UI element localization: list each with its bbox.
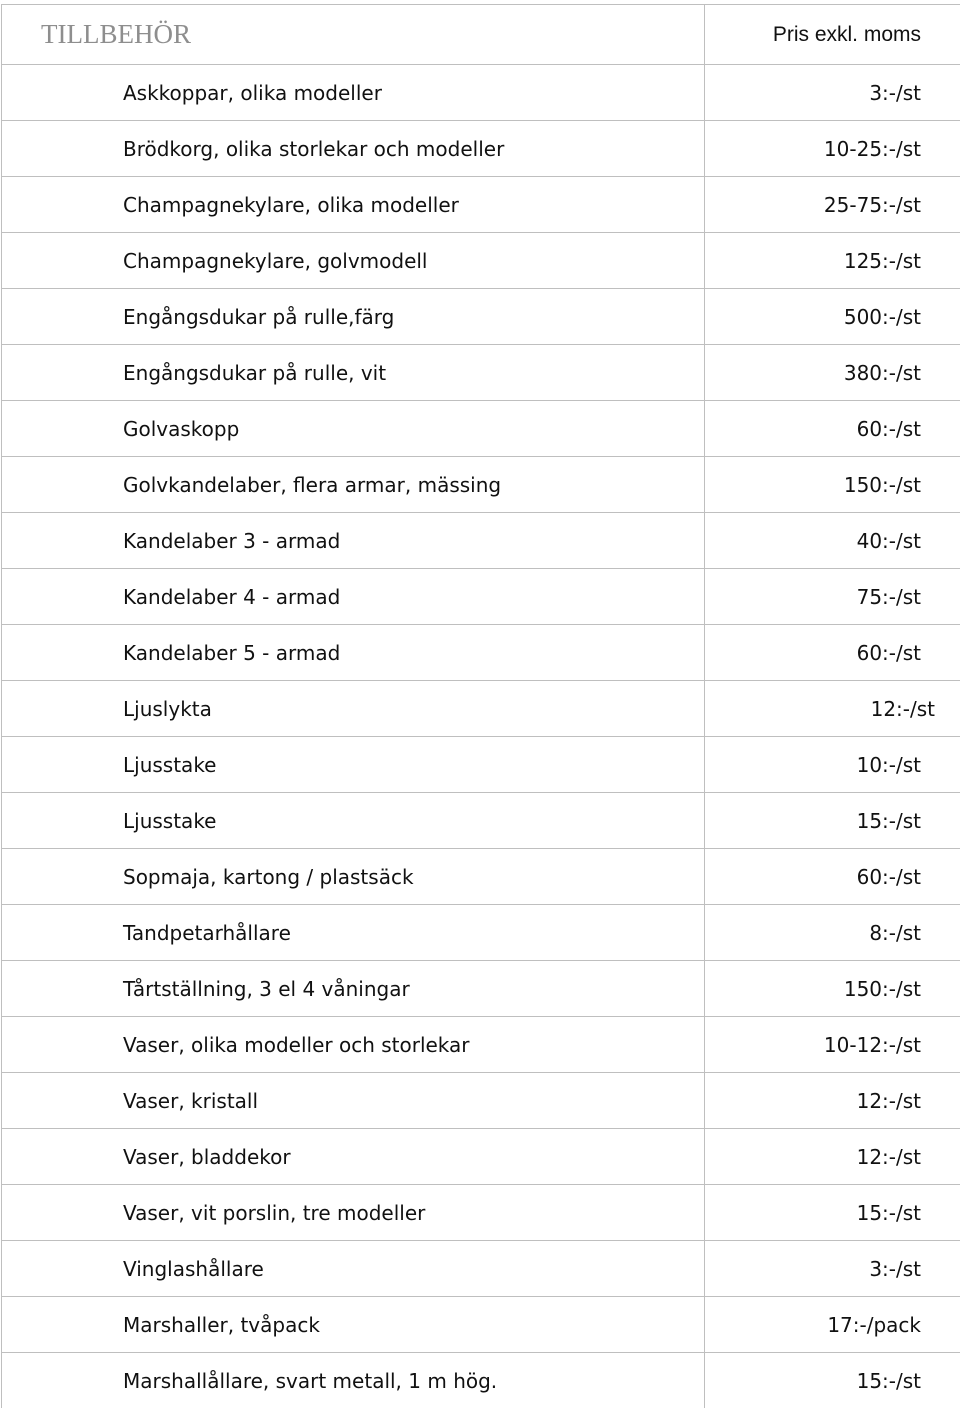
item-name: Champagnekylare, olika modeller (2, 177, 705, 232)
table-row (2, 1017, 960, 1073)
item-name: Golvkandelaber, flera armar, mässing (2, 457, 705, 512)
item-price: 25-75:-/st (823, 192, 921, 217)
table-row (2, 793, 960, 849)
table-row (2, 401, 960, 457)
item-name: Vinglashållare (2, 1241, 705, 1296)
item-price: 500:-/st (843, 304, 921, 329)
item-name: Askkoppar, olika modeller (2, 65, 705, 120)
table-row (2, 1185, 960, 1241)
item-name: Kandelaber 4 - armad (2, 569, 705, 624)
item-name: Kandelaber 5 - armad (2, 625, 705, 680)
item-name: Vaser, kristall (2, 1073, 705, 1128)
table-row (2, 905, 960, 961)
item-price: 150:-/st (843, 472, 921, 497)
item-name: Ljusstake (2, 737, 705, 792)
item-price: 12:-/st (856, 1144, 921, 1169)
item-name: Engångsdukar på rulle, vit (2, 345, 705, 400)
item-price: 8:-/st (869, 920, 921, 945)
item-price: 10-12:-/st (823, 1032, 921, 1057)
item-price: 10:-/st (856, 752, 921, 777)
table-row (2, 65, 960, 121)
item-name: Tandpetarhållare (2, 905, 705, 960)
item-price: 40:-/st (856, 528, 921, 553)
item-price: 75:-/st (856, 584, 921, 609)
price-table (1, 4, 960, 1408)
table-header (2, 4, 960, 65)
item-price: 15:-/st (856, 808, 921, 833)
section-title: TILLBEHÖR (2, 5, 705, 64)
table-row (2, 177, 960, 233)
item-name: Ljuslykta (2, 681, 705, 736)
item-price: 17:-/pack (827, 1312, 921, 1337)
item-price: 12:-/st (856, 1088, 921, 1113)
table-row (2, 1297, 960, 1353)
item-name: Marshallållare, svart metall, 1 m hög. (2, 1353, 705, 1408)
table-row (2, 1241, 960, 1297)
table-row (2, 569, 960, 625)
table-row (2, 625, 960, 681)
table-row (2, 737, 960, 793)
item-price: 15:-/st (856, 1200, 921, 1225)
item-name: Golvaskopp (2, 401, 705, 456)
table-row (2, 1073, 960, 1129)
item-name: Marshaller, tvåpack (2, 1297, 705, 1352)
price-column-header: Pris exkl. moms (772, 22, 921, 46)
item-name: Engångsdukar på rulle,färg (2, 289, 705, 344)
item-price: 60:-/st (856, 416, 921, 441)
table-row (2, 1353, 960, 1408)
item-name: Ljusstake (2, 793, 705, 848)
item-name: Champagnekylare, golvmodell (2, 233, 705, 288)
item-name: Vaser, olika modeller och storlekar (2, 1017, 705, 1072)
item-price: 150:-/st (843, 976, 921, 1001)
item-price: 3:-/st (869, 80, 921, 105)
item-name: Vaser, bladdekor (2, 1129, 705, 1184)
item-name: Sopmaja, kartong / plastsäck (2, 849, 705, 904)
table-row (2, 121, 960, 177)
table-row (2, 1129, 960, 1185)
item-name: Tårtställning, 3 el 4 våningar (2, 961, 705, 1016)
item-price: 15:-/st (856, 1368, 921, 1393)
item-price: 60:-/st (856, 640, 921, 665)
item-price: 380:-/st (843, 360, 921, 385)
item-price: 3:-/st (869, 1256, 921, 1281)
item-name: Vaser, vit porslin, tre modeller (2, 1185, 705, 1240)
table-row (2, 289, 960, 345)
item-price: 12:-/st (870, 696, 935, 721)
item-price: 60:-/st (856, 864, 921, 889)
table-row (2, 345, 960, 401)
table-row (2, 457, 960, 513)
item-price: 125:-/st (843, 248, 921, 273)
table-row (2, 233, 960, 289)
table-row (2, 681, 960, 737)
table-row (2, 849, 960, 905)
table-row (2, 513, 960, 569)
item-name: Brödkorg, olika storlekar och modeller (2, 121, 705, 176)
item-name: Kandelaber 3 - armad (2, 513, 705, 568)
item-price: 10-25:-/st (823, 136, 921, 161)
table-row (2, 961, 960, 1017)
